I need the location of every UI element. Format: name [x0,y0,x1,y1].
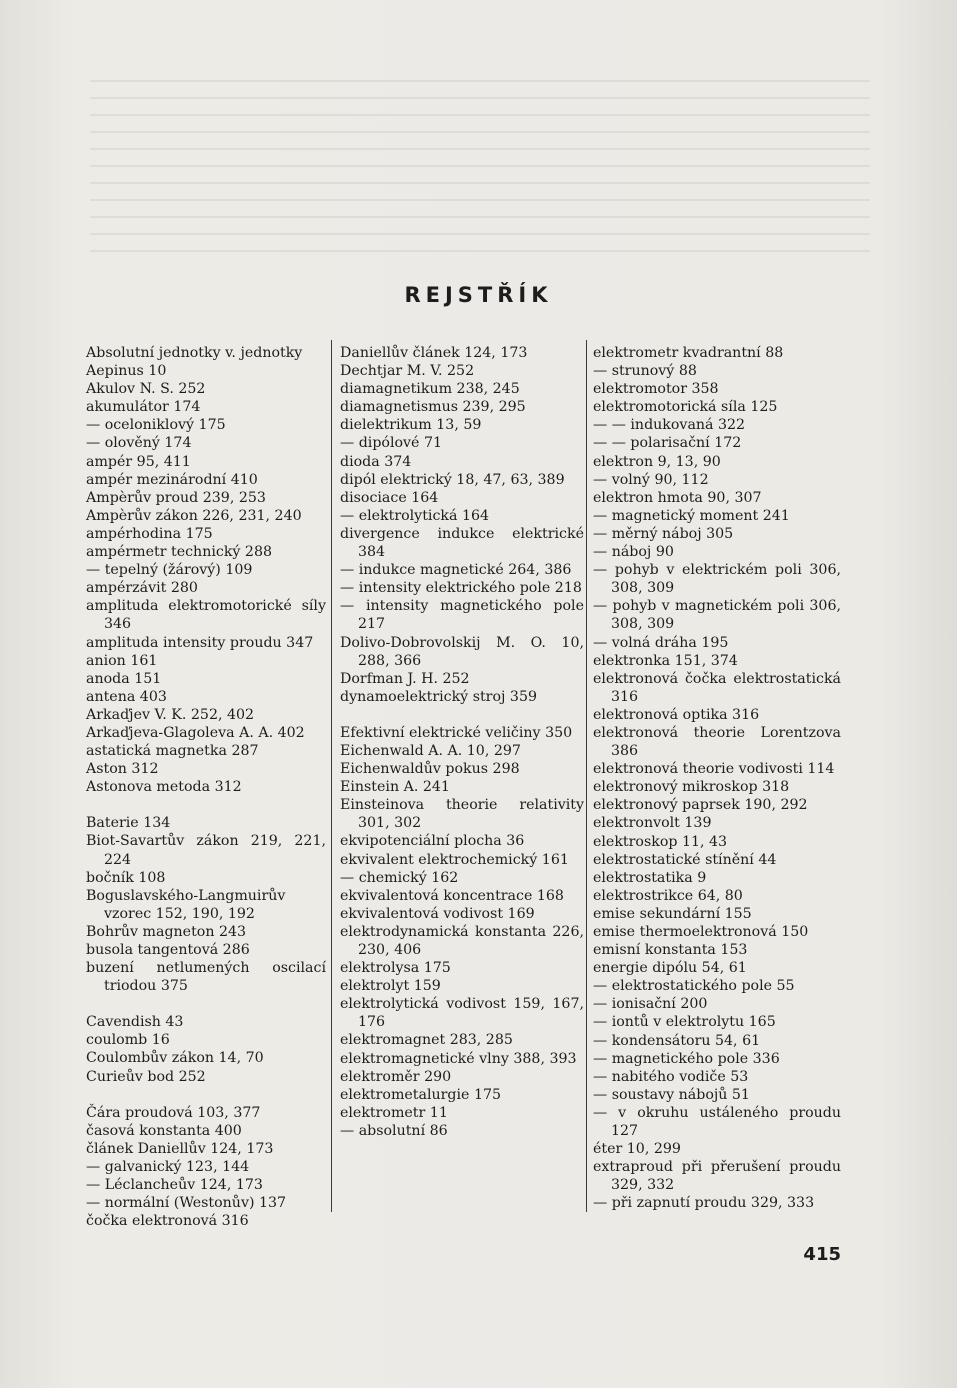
index-entry: elektromagnetické vlny 388, 393 [340,1050,577,1067]
index-entry: — tepelný (žárový) 109 [86,562,253,579]
index-entry: diamagnetismus 239, 295 [340,399,526,416]
index-entry: elektrostrikce 64, 80 [593,887,743,904]
index-entry: elektronvolt 139 [593,815,712,832]
index-entry: ampérzávit 280 [86,580,198,597]
index-entry: amplituda elektromotorické síly 346 [86,598,326,633]
index-entry: — absolutní 86 [340,1122,448,1139]
index-entry: diamagnetikum 238, 245 [340,381,520,398]
index-entry: elektroskop 11, 43 [593,833,728,850]
index-entry: emise sekundární 155 [593,905,752,922]
index-entry: elektrometr 11 [340,1104,448,1121]
index-entry: elektronový mikroskop 318 [593,779,790,796]
index-entry: Coulombův zákon 14, 70 [86,1050,264,1067]
section-gap [86,796,326,814]
index-entry: divergence indukce elektrické 384 [340,525,584,561]
index-entry: dielektrikum 13, 59 [340,417,482,434]
index-entry: — volná dráha 195 [593,634,729,651]
index-entry: — magnetického pole 336 [593,1050,780,1067]
index-column-3 [593,344,841,1213]
index-entry: dynamoelektrický stroj 359 [340,688,537,705]
index-entry: busola tangentová 286 [86,942,250,958]
index-entry: — ionisační 200 [593,996,708,1013]
index-entry: dipól elektrický 18, 47, 63, 389 [340,471,565,488]
index-entry: elektrolysa 175 [340,960,451,977]
section-gap [86,1086,326,1104]
index-entry: Efektivní elektrické veličiny 350 [340,724,573,741]
index-entry: anion 161 [86,652,158,669]
index-entry: — intensity elektrického pole 218 [340,580,582,597]
index-entry: Curieův bod 252 [86,1068,206,1085]
index-entry: Ampèrův proud 239, 253 [86,489,266,506]
index-entry: — magnetický moment 241 [593,507,790,524]
index-entry: éter 10, 299 [593,1141,681,1158]
index-entry: Aepinus 10 [86,363,167,380]
index-entry: elektrostatika 9 [593,869,707,886]
index-entry: — v okruhu ustáleného proudu 127 [593,1104,841,1140]
index-entry: ampérhodina 175 [86,525,213,542]
index-entry: Einstein A. 241 [340,779,450,796]
index-entry: — olověný 174 [86,435,192,452]
index-entry: — náboj 90 [593,544,674,561]
index-entry: elektrostatické stínění 44 [593,851,777,868]
index-entry: Baterie 134 [86,815,171,832]
index-entry: Einsteinova theorie relativity 301, 302 [340,797,584,832]
index-entry: Arkaďjeva-Glagoleva A. A. 402 [86,724,305,741]
index-entry: Cavendish 43 [86,1014,184,1031]
index-entry: Daniellův článek 124, 173 [340,345,528,361]
page-title: REJSTŘÍK [404,283,553,307]
index-entry: elektronový paprsek 190, 292 [593,797,808,814]
index-entry: — při zapnutí proudu 329, 333 [593,1195,815,1212]
index-entry: Čára proudová 103, 377 [86,1104,261,1121]
index-entry: coulomb 16 [86,1032,170,1049]
index-entry: — soustavy nábojů 51 [593,1086,750,1103]
index-entry: astatická magnetka 287 [86,743,259,760]
index-entry: Bohrův magneton 243 [86,923,247,940]
section-gap [86,995,326,1013]
index-entry: ekvipotenciální plocha 36 [340,833,525,850]
index-entry: — měrný náboj 305 [593,525,734,542]
index-entry: — volný 90, 112 [593,471,709,488]
index-entry: čočka elektronová 316 [86,1213,249,1230]
index-entry: — elektrolytická 164 [340,507,490,524]
index-entry: Eichenwald A. A. 10, 297 [340,742,521,759]
page-number: 415 [803,1244,841,1265]
index-entry: — dipólové 71 [340,435,442,452]
index-entry: emise thermoelektronová 150 [593,924,809,940]
index-entry: elektronová theorie vodivosti 114 [593,761,835,778]
index-entry: — iontů v elektrolytu 165 [593,1014,776,1031]
index-entry: ekvivalentová vodivost 169 [340,905,535,922]
index-entry: ampér 95, 411 [86,453,191,470]
index-entry: — strunový 88 [593,363,697,380]
index-entry: elektrolytická vodivost 159, 167, 176 [340,996,584,1031]
index-entry: — normální (Westonův) 137 [86,1195,287,1212]
index-entry: — indukce magnetické 264, 386 [340,562,572,579]
index-entry: Aston 312 [86,761,159,778]
index-entry: Boguslavského-Langmuirův vzorec 152, 190, 192 [86,887,286,922]
column-divider-2 [586,340,587,1212]
index-entry: — elektrostatického pole 55 [593,978,795,995]
index-entry: Dechtjar M. V. 252 [340,363,475,380]
index-entry: elektroměr 290 [340,1068,452,1085]
index-entry: elektron hmota 90, 307 [593,489,762,506]
show-through-from-previous-page [90,80,870,260]
index-entry: Eichenwaldův pokus 298 [340,761,520,778]
index-entry: elektrometalurgie 175 [340,1086,502,1103]
index-entry: elektronka 151, 374 [593,652,738,669]
index-entry: elektrometr kvadrantní 88 [593,345,784,361]
index-entry: elektron 9, 13, 90 [593,453,721,470]
index-entry: — nabitého vodiče 53 [593,1068,749,1085]
index-entry: — kondensátoru 54, 61 [593,1032,761,1049]
index-entry: Biot-Savartův zákon 219, 221, 224 [86,833,326,868]
index-entry: ekvivalentová koncentrace 168 [340,887,564,904]
index-entry: energie dipólu 54, 61 [593,960,747,977]
index-entry: Absolutní jednotky v. jednotky [86,345,303,361]
index-entry: elektromagnet 283, 285 [340,1032,513,1049]
index-entry: anoda 151 [86,670,162,687]
index-entry: časová konstanta 400 [86,1122,242,1139]
index-entry: ampér mezinárodní 410 [86,471,258,488]
index-entry: extraproud při přerušení proudu 329, 332 [593,1159,841,1194]
column-divider-1 [331,340,332,1212]
index-entry: disociace 164 [340,489,439,506]
index-entry: Ampèrův zákon 226, 231, 240 [86,507,302,524]
index-entry: — galvanický 123, 144 [86,1158,250,1175]
index-entry: emisní konstanta 153 [593,942,748,959]
index-entry: — chemický 162 [340,869,459,886]
index-entry: — intensity magnetického pole 217 [340,598,584,633]
index-entry: elektromotor 358 [593,381,719,398]
index-entry: Astonova metoda 312 [86,779,242,796]
index-entry: Dolivo-Dobrovolskij M. O. 10, 288, 366 [340,634,584,669]
index-entry: Akulov N. S. 252 [86,381,206,398]
index-entry: akumulátor 174 [86,399,201,416]
index-entry: Arkaďjev V. K. 252, 402 [86,706,255,723]
index-entry: — oceloniklový 175 [86,417,226,434]
index-entry: elektromotorická síla 125 [593,399,778,416]
index-entry: článek Daniellův 124, 173 [86,1140,274,1157]
index-entry: bočník 108 [86,869,166,886]
index-entry: — pohyb v magnetickém poli 306, 308, 309 [593,598,841,633]
index-entry: elektronová čočka elektrostatická 316 [593,670,841,705]
index-entry: dioda 374 [340,453,412,470]
index-entry: — — polarisační 172 [593,435,742,452]
index-entry: Dorfman J. H. 252 [340,670,470,687]
index-entry: — pohyb v elektrickém poli 306, 308, 309 [593,562,841,597]
index-entry: elektronová optika 316 [593,706,760,723]
index-entry: buzení netlumených oscilací triodou 375 [86,960,326,995]
index-entry: elektronová theorie Lorentzova 386 [593,724,841,760]
index-entry: ekvivalent elektrochemický 161 [340,851,569,868]
index-entry: amplituda intensity proudu 347 [86,634,314,651]
index-column-1 [86,344,326,1230]
index-entry: antena 403 [86,688,167,705]
index-entry: ampérmetr technický 288 [86,544,273,561]
index-entry: elektrodynamická konstanta 226, 230, 406 [340,923,584,958]
index-entry: elektrolyt 159 [340,978,441,995]
section-gap [340,706,584,724]
index-column-2 [340,344,584,1140]
index-entry: — — indukovaná 322 [593,417,746,434]
index-entry: — Léclancheův 124, 173 [86,1177,263,1194]
